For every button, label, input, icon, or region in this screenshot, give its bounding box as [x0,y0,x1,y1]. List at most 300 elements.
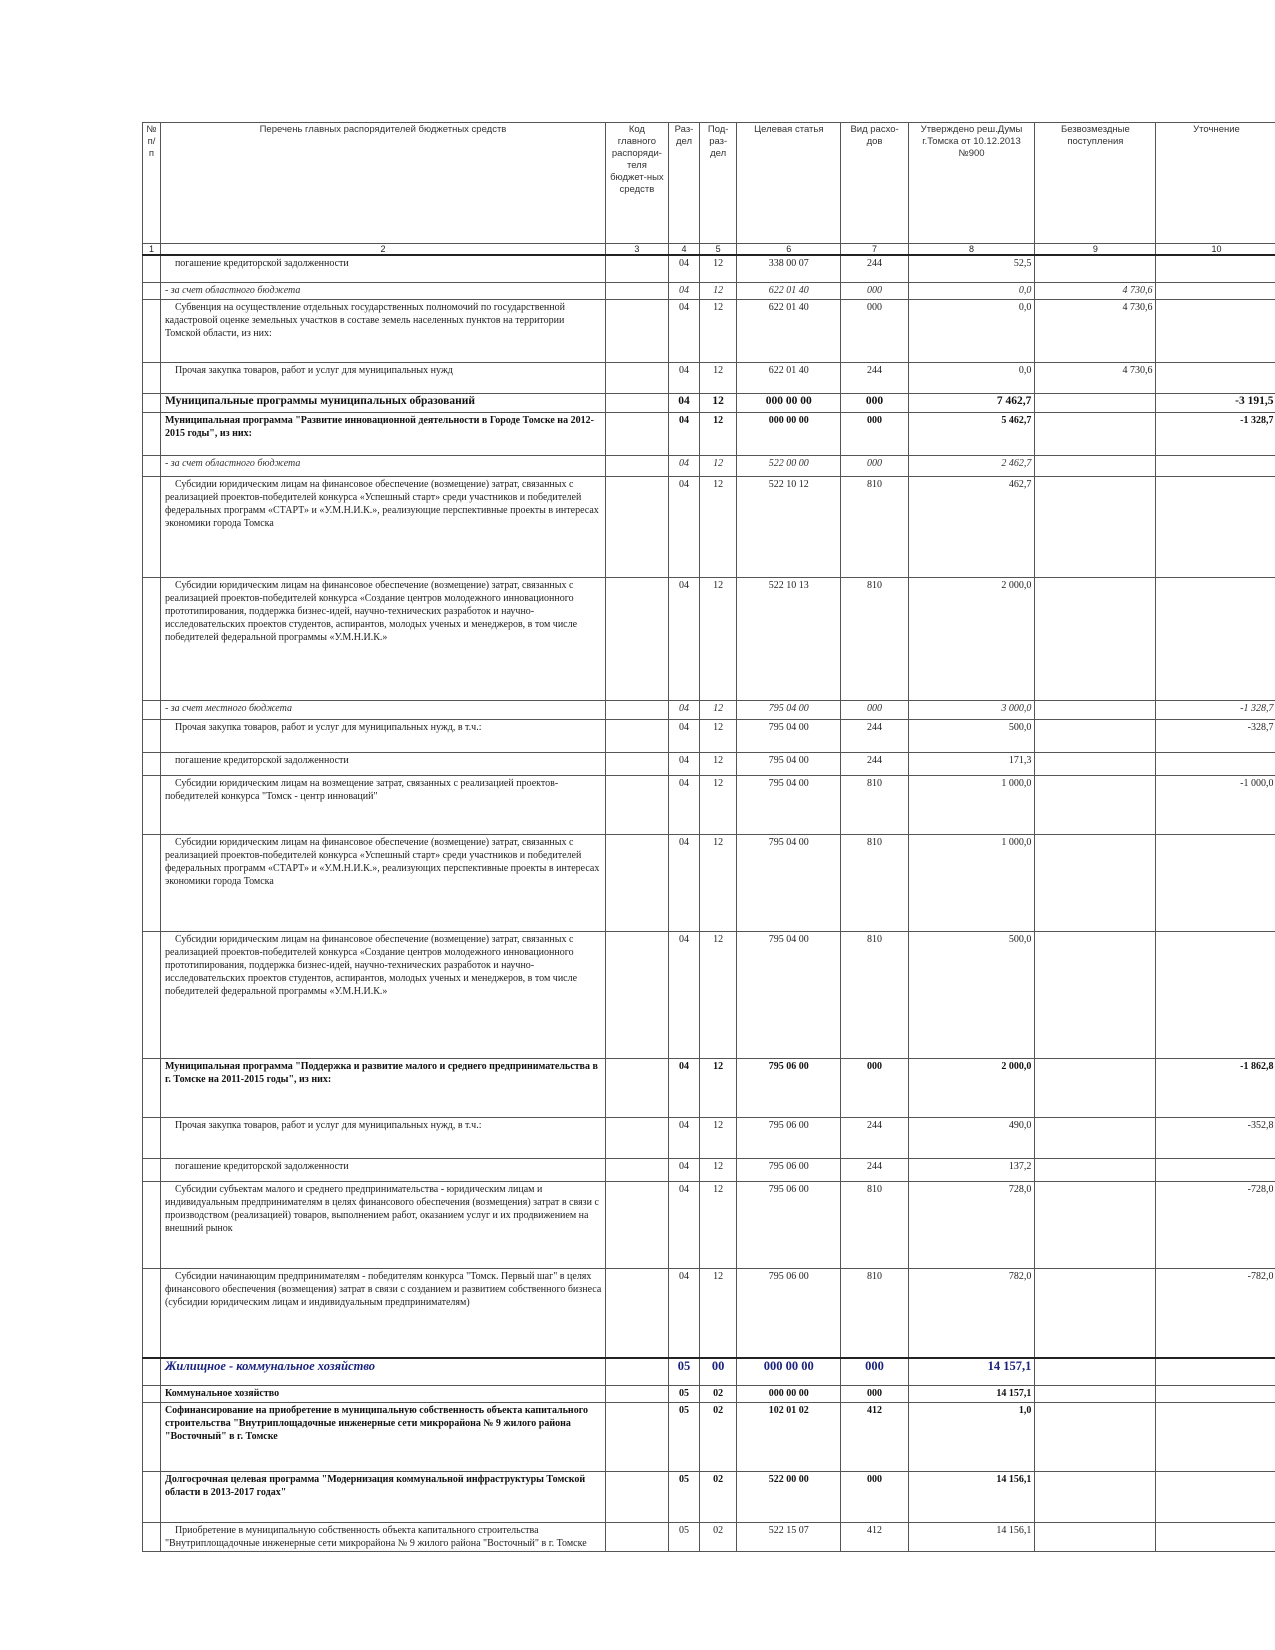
cell-utv: 2 000,0 [908,1059,1035,1118]
cell-podrazdel: 12 [700,413,737,456]
table-row [143,363,1275,394]
cell-utoch [1156,1403,1275,1472]
cell-utv: 2 462,7 [908,456,1035,477]
cell-podrazdel: 02 [700,1403,737,1472]
cell-celevaya: 622 01 40 [737,363,841,394]
table-row [143,1182,1275,1269]
cell-code [606,1403,669,1472]
cell-utoch [1156,1523,1275,1552]
col-number: 5 [700,244,737,256]
cell-vid: 412 [841,1403,908,1472]
cell-razdel: 05 [668,1386,699,1403]
cell-bezv [1035,1386,1156,1403]
cell-celevaya: 522 00 00 [737,1472,841,1523]
cell-bezv [1035,1182,1156,1269]
cell-celevaya: 795 04 00 [737,835,841,932]
cell-utoch [1156,456,1275,477]
cell-utv: 5 462,7 [908,413,1035,456]
cell-desc: Муниципальная программа "Развитие инновационной деятельности в Городе Томске на 2012-2015 годы", из них: [160,413,605,456]
cell-desc: - за счет местного бюджета [160,701,605,720]
cell-utv: 1,0 [908,1403,1035,1472]
cell-code [606,1118,669,1159]
cell-desc: погашение кредиторской задолженности [160,753,605,776]
cell-razdel: 04 [668,1118,699,1159]
cell-vid: 244 [841,363,908,394]
cell-code [606,394,669,413]
cell-utv: 52,5 [908,255,1035,283]
col-number: 10 [1156,244,1275,256]
header-n: № п/п [143,123,161,244]
table-row [143,1386,1275,1403]
cell-razdel: 04 [668,578,699,701]
cell-razdel: 05 [668,1472,699,1523]
cell-celevaya: 102 01 02 [737,1403,841,1472]
cell-desc: Муниципальная программа "Поддержка и развитие малого и среднего предпринимательства в г. Томске на 2011-2015 годы", из них: [160,1059,605,1118]
cell-utv: 14 157,1 [908,1358,1035,1386]
cell-n [143,394,161,413]
cell-code [606,1159,669,1182]
cell-desc: Софинансирование на приобретение в муниципальную собственность объекта капитального строительства "Внутриплощадочные инженерные сети микрорайона № 9 жилого района "Восточный" в г. Томске [160,1403,605,1472]
cell-vid: 244 [841,1118,908,1159]
cell-utoch: -728,0 [1156,1182,1275,1269]
cell-celevaya: 000 00 00 [737,1386,841,1403]
header-utv: Утверждено реш.Думы г.Томска от 10.12.2013 №900 [908,123,1035,244]
cell-vid: 000 [841,394,908,413]
table-row [143,1059,1275,1118]
cell-n [143,283,161,300]
cell-vid: 412 [841,1523,908,1552]
cell-utv: 1 000,0 [908,835,1035,932]
cell-desc: - за счет областного бюджета [160,283,605,300]
cell-podrazdel: 12 [700,776,737,835]
cell-utv: 0,0 [908,363,1035,394]
cell-desc: Коммунальное хозяйство [160,1386,605,1403]
cell-n [143,835,161,932]
cell-code [606,753,669,776]
cell-bezv [1035,413,1156,456]
table-header-row [143,123,1275,244]
cell-podrazdel: 12 [700,1159,737,1182]
cell-utoch: -1 000,0 [1156,776,1275,835]
cell-celevaya: 795 06 00 [737,1182,841,1269]
table-row [143,932,1275,1059]
cell-desc: Субсидии субъектам малого и среднего предпринимательства - юридическим лицам и индивидуальным предпринимателям в целях финансового обеспечения (возмещения) затрат в связи с производством (реализацией) товаров, выполнением работ, оказанием услуг и их продвижением на внешний рынок [160,1182,605,1269]
cell-vid: 000 [841,1358,908,1386]
cell-utv: 500,0 [908,932,1035,1059]
cell-vid: 000 [841,456,908,477]
cell-n [143,578,161,701]
cell-bezv [1035,1403,1156,1472]
table-row [143,1159,1275,1182]
cell-code [606,776,669,835]
cell-celevaya: 795 06 00 [737,1059,841,1118]
cell-utoch [1156,835,1275,932]
cell-n [143,255,161,283]
cell-celevaya: 795 06 00 [737,1269,841,1359]
cell-podrazdel: 02 [700,1523,737,1552]
cell-vid: 000 [841,1386,908,1403]
cell-n [143,720,161,753]
cell-celevaya: 522 10 12 [737,477,841,578]
cell-utoch [1156,753,1275,776]
cell-utoch [1156,255,1275,283]
cell-desc: - за счет областного бюджета [160,456,605,477]
cell-bezv [1035,932,1156,1059]
cell-bezv [1035,456,1156,477]
cell-podrazdel: 12 [700,1118,737,1159]
cell-bezv [1035,1059,1156,1118]
cell-desc: Субсидии юридическим лицам на финансовое обеспечение (возмещение) затрат, связанных с реализацией проектов-победителей конкурса «Создание центров молодежного инновационного прототипирования, поддержка бизнес-идей, научно-технических разработок и научно-исследовательских проектов студентов, аспирантов, молодых ученых и менеджеров, в том числе победителей федеральной программы «У.М.Н.И.К.» [160,578,605,701]
cell-utoch: -3 191,5 [1156,394,1275,413]
cell-celevaya: 000 00 00 [737,413,841,456]
cell-desc: Субсидии юридическим лицам на финансовое обеспечение (возмещение) затрат, связанных с реализацией проектов-победителей конкурса «Успешный старт» среди участников и победителей федеральных программ «СТАРТ» и «У.М.Н.И.К.», реализующих перспективные проекты в интересах экономики города Томска [160,835,605,932]
cell-desc: Субсидии юридическим лицам на финансовое обеспечение (возмещение) затрат, связанных с реализацией проектов-победителей конкурса «Создание центров молодежного инновационного прототипирования, поддержка бизнес-идей, научно-технических разработок и научно-исследовательских проектов студентов, аспирантов, молодых ученых и менеджеров, в том числе победителей федеральной программы «У.М.Н.И.К.» [160,932,605,1059]
cell-utoch [1156,578,1275,701]
table-row [143,394,1275,413]
cell-utoch: -328,7 [1156,720,1275,753]
cell-vid: 810 [841,776,908,835]
cell-utoch: -782,0 [1156,1269,1275,1359]
cell-code [606,578,669,701]
cell-bezv: 4 730,6 [1035,300,1156,363]
cell-bezv [1035,1118,1156,1159]
table-row [143,776,1275,835]
cell-desc: Муниципальные программы муниципальных образований [160,394,605,413]
cell-desc: Приобретение в муниципальную собственность объекта капитального строительства "Внутриплощадочные инженерные сети микрорайона № 9 жилого района "Восточный" в г. Томске [160,1523,605,1552]
cell-utv: 462,7 [908,477,1035,578]
col-number: 7 [841,244,908,256]
cell-razdel: 04 [668,776,699,835]
table-row [143,835,1275,932]
cell-podrazdel: 00 [700,1358,737,1386]
cell-razdel: 04 [668,835,699,932]
cell-bezv [1035,1472,1156,1523]
cell-podrazdel: 12 [700,1059,737,1118]
cell-podrazdel: 12 [700,932,737,1059]
cell-utoch [1156,1159,1275,1182]
cell-podrazdel: 12 [700,835,737,932]
cell-n [143,753,161,776]
cell-desc: Субсидии юридическим лицам на финансовое обеспечение (возмещение) затрат, связанных с реализацией проектов-победителей конкурса «Успешный старт» среди участников и победителей федеральных программ «СТАРТ» и «У.М.Н.И.К.», реализующие перспективные проекты в интересах экономики города Томска [160,477,605,578]
cell-vid: 810 [841,932,908,1059]
cell-bezv: 4 730,6 [1035,283,1156,300]
cell-code [606,1358,669,1386]
cell-utv: 490,0 [908,1118,1035,1159]
cell-utv: 728,0 [908,1182,1035,1269]
cell-celevaya: 795 04 00 [737,720,841,753]
cell-utv: 14 156,1 [908,1472,1035,1523]
table-row [143,283,1275,300]
cell-razdel: 05 [668,1358,699,1386]
cell-razdel: 04 [668,255,699,283]
cell-utv: 500,0 [908,720,1035,753]
cell-utoch [1156,1472,1275,1523]
table-row [143,413,1275,456]
cell-utoch [1156,932,1275,1059]
header-celevaya: Целевая статья [737,123,841,244]
cell-n [143,477,161,578]
cell-celevaya: 795 04 00 [737,776,841,835]
table-row [143,477,1275,578]
cell-code [606,701,669,720]
cell-n [143,1182,161,1269]
table-row [143,1269,1275,1359]
cell-code [606,720,669,753]
cell-desc: погашение кредиторской задолженности [160,1159,605,1182]
budget-table [142,122,1275,1552]
cell-podrazdel: 12 [700,701,737,720]
cell-utoch: -1 328,7 [1156,413,1275,456]
cell-bezv [1035,477,1156,578]
cell-vid: 000 [841,283,908,300]
cell-razdel: 04 [668,1269,699,1359]
header-bezv: Безвозмездные поступления [1035,123,1156,244]
header-vid: Вид расхо-дов [841,123,908,244]
cell-n [143,1386,161,1403]
cell-razdel: 04 [668,720,699,753]
cell-code [606,363,669,394]
cell-celevaya: 338 00 07 [737,255,841,283]
cell-utv: 7 462,7 [908,394,1035,413]
cell-vid: 810 [841,477,908,578]
cell-utv: 14 156,1 [908,1523,1035,1552]
cell-utv: 3 000,0 [908,701,1035,720]
cell-vid: 244 [841,753,908,776]
cell-n [143,1159,161,1182]
cell-celevaya: 000 00 00 [737,394,841,413]
cell-utoch [1156,300,1275,363]
cell-code [606,1269,669,1359]
cell-bezv [1035,1523,1156,1552]
cell-bezv [1035,578,1156,701]
cell-vid: 000 [841,701,908,720]
cell-n [143,1472,161,1523]
table-row [143,255,1275,283]
cell-podrazdel: 12 [700,255,737,283]
cell-razdel: 04 [668,413,699,456]
cell-celevaya: 795 04 00 [737,701,841,720]
cell-n [143,1358,161,1386]
cell-podrazdel: 12 [700,1182,737,1269]
table-row [143,456,1275,477]
cell-utoch: -1 328,7 [1156,701,1275,720]
cell-n [143,456,161,477]
cell-podrazdel: 12 [700,283,737,300]
cell-desc: погашение кредиторской задолженности [160,255,605,283]
cell-n [143,932,161,1059]
cell-podrazdel: 02 [700,1472,737,1523]
cell-utoch: -352,8 [1156,1118,1275,1159]
cell-celevaya: 622 01 40 [737,300,841,363]
cell-podrazdel: 12 [700,477,737,578]
table-row [143,701,1275,720]
cell-desc: Жилищное - коммунальное хозяйство [160,1358,605,1386]
cell-podrazdel: 12 [700,300,737,363]
cell-podrazdel: 12 [700,720,737,753]
cell-podrazdel: 12 [700,456,737,477]
cell-bezv [1035,835,1156,932]
cell-bezv [1035,255,1156,283]
cell-code [606,300,669,363]
cell-desc: Субсидии юридическим лицам на возмещение затрат, связанных с реализацией проектов-победителей конкурса "Томск - центр инноваций" [160,776,605,835]
cell-podrazdel: 12 [700,753,737,776]
cell-celevaya: 522 10 13 [737,578,841,701]
cell-bezv [1035,753,1156,776]
cell-n [143,1269,161,1359]
cell-desc: Прочая закупка товаров, работ и услуг для муниципальных нужд [160,363,605,394]
cell-vid: 000 [841,300,908,363]
cell-podrazdel: 12 [700,394,737,413]
cell-bezv [1035,1269,1156,1359]
cell-razdel: 04 [668,456,699,477]
cell-desc: Субсидии начинающим предпринимателям - победителям конкурса "Томск. Первый шаг" в целях финансового обеспечения (возмещения) затрат в связи с созданием и развитием собственного бизнеса (субсидии юридическим лицам и индивидуальным предпринимателям) [160,1269,605,1359]
header-razdel: Раз-дел [668,123,699,244]
cell-podrazdel: 12 [700,1269,737,1359]
cell-desc: Субвенция на осуществление отдельных государственных полномочий по государственной кадастровой оценке земельных участков в составе земель населенных пунктов на территории Томской области, из них: [160,300,605,363]
table-row [143,1472,1275,1523]
cell-razdel: 04 [668,363,699,394]
cell-utv: 1 000,0 [908,776,1035,835]
table-row [143,1523,1275,1552]
cell-razdel: 04 [668,932,699,1059]
cell-n [143,776,161,835]
cell-vid: 810 [841,1182,908,1269]
cell-celevaya: 000 00 00 [737,1358,841,1386]
cell-podrazdel: 12 [700,363,737,394]
col-number: 1 [143,244,161,256]
cell-vid: 000 [841,413,908,456]
cell-utoch [1156,1386,1275,1403]
cell-utv: 0,0 [908,283,1035,300]
table-row [143,753,1275,776]
cell-razdel: 04 [668,701,699,720]
cell-bezv [1035,1358,1156,1386]
cell-razdel: 04 [668,394,699,413]
cell-utoch [1156,283,1275,300]
cell-utoch [1156,363,1275,394]
cell-razdel: 04 [668,1182,699,1269]
cell-celevaya: 795 04 00 [737,932,841,1059]
cell-utv: 0,0 [908,300,1035,363]
cell-utoch: -1 862,8 [1156,1059,1275,1118]
cell-bezv [1035,394,1156,413]
header-utoch: Уточнение [1156,123,1275,244]
cell-razdel: 05 [668,1523,699,1552]
cell-desc: Прочая закупка товаров, работ и услуг для муниципальных нужд, в т.ч.: [160,720,605,753]
cell-bezv [1035,1159,1156,1182]
cell-desc: Прочая закупка товаров, работ и услуг для муниципальных нужд, в т.ч.: [160,1118,605,1159]
budget-table-sheet [142,122,1275,1552]
cell-celevaya: 522 15 07 [737,1523,841,1552]
cell-n [143,300,161,363]
cell-podrazdel: 12 [700,578,737,701]
col-number: 8 [908,244,1035,256]
cell-code [606,835,669,932]
cell-vid: 244 [841,1159,908,1182]
cell-n [143,363,161,394]
cell-razdel: 04 [668,753,699,776]
cell-code [606,255,669,283]
cell-utv: 782,0 [908,1269,1035,1359]
cell-code [606,1059,669,1118]
table-row [143,720,1275,753]
table-row [143,578,1275,701]
cell-utoch [1156,1358,1275,1386]
cell-vid: 810 [841,578,908,701]
table-body [143,255,1275,1552]
cell-razdel: 05 [668,1403,699,1472]
cell-bezv [1035,701,1156,720]
cell-n [143,1118,161,1159]
cell-code [606,413,669,456]
cell-vid: 810 [841,835,908,932]
col-number: 6 [737,244,841,256]
cell-bezv [1035,720,1156,753]
cell-celevaya: 622 01 40 [737,283,841,300]
cell-code [606,1472,669,1523]
cell-code [606,283,669,300]
cell-n [143,1403,161,1472]
cell-utv: 137,2 [908,1159,1035,1182]
cell-n [143,1523,161,1552]
cell-vid: 000 [841,1472,908,1523]
cell-vid: 244 [841,720,908,753]
table-row [143,300,1275,363]
cell-celevaya: 795 06 00 [737,1118,841,1159]
cell-n [143,413,161,456]
cell-celevaya: 795 04 00 [737,753,841,776]
cell-razdel: 04 [668,283,699,300]
table-row [143,1358,1275,1386]
table-row [143,1118,1275,1159]
column-numbers-row [143,244,1275,256]
cell-utv: 171,3 [908,753,1035,776]
cell-desc: Долгосрочная целевая программа "Модернизация коммунальной инфраструктуры Томской области в 2013-2017 годах" [160,1472,605,1523]
cell-code [606,1182,669,1269]
header-code: Код главного распоряди-теля бюджет-ных средств [606,123,669,244]
cell-razdel: 04 [668,1159,699,1182]
cell-code [606,477,669,578]
cell-razdel: 04 [668,300,699,363]
cell-podrazdel: 02 [700,1386,737,1403]
cell-celevaya: 522 00 00 [737,456,841,477]
table-row [143,1403,1275,1472]
cell-utoch [1156,477,1275,578]
col-number: 4 [668,244,699,256]
cell-code [606,932,669,1059]
header-podrazdel: Под-раз-дел [700,123,737,244]
cell-vid: 810 [841,1269,908,1359]
cell-bezv: 4 730,6 [1035,363,1156,394]
cell-code [606,1523,669,1552]
cell-utv: 14 157,1 [908,1386,1035,1403]
cell-utv: 2 000,0 [908,578,1035,701]
cell-vid: 000 [841,1059,908,1118]
cell-code [606,1386,669,1403]
cell-code [606,456,669,477]
cell-n [143,701,161,720]
col-number: 3 [606,244,669,256]
cell-razdel: 04 [668,1059,699,1118]
cell-celevaya: 795 06 00 [737,1159,841,1182]
cell-n [143,1059,161,1118]
cell-vid: 244 [841,255,908,283]
cell-bezv [1035,776,1156,835]
header-list: Перечень главных распорядителей бюджетных средств [160,123,605,244]
col-number: 9 [1035,244,1156,256]
col-number: 2 [160,244,605,256]
cell-razdel: 04 [668,477,699,578]
